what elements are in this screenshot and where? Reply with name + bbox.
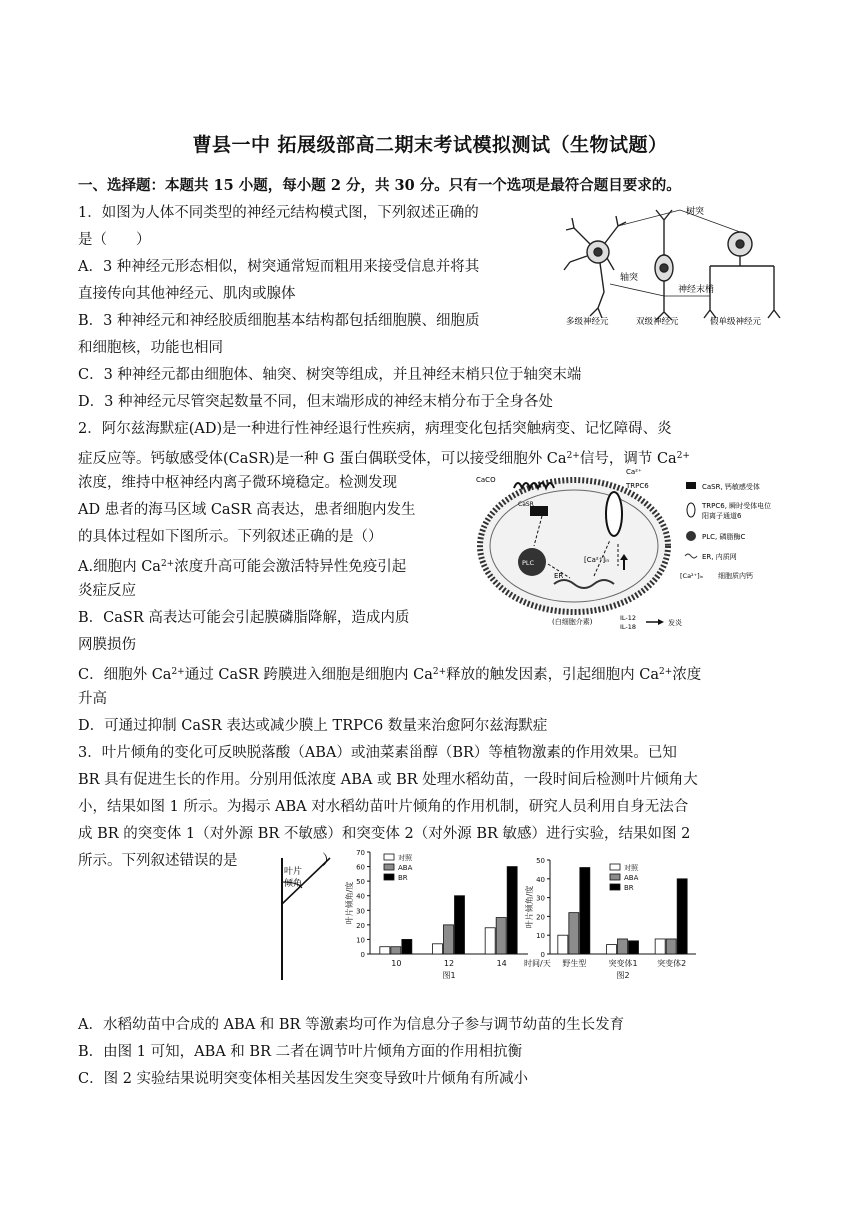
chart1-bar [402,939,412,954]
chart2-xtick-label: 突变体2 [657,959,687,968]
label-bipolar: 双级神经元 [636,317,679,327]
q1-option-a-cont: 直接传向其他神经元、肌肉或腺体 [78,286,296,302]
q1-stem: 1．如图为人体不同类型的神经元结构模式图，下列叙述正确的 [78,205,479,221]
chart2-legend-label: BR [624,884,634,892]
chart1-bar [485,928,495,954]
chart1-bar [455,896,465,954]
chart2-ytick-label: 20 [536,913,545,922]
chart1-ytick-label: 10 [356,936,365,945]
chart1-legend-swatch [384,864,394,870]
q3-stem-2: BR 具有促进生长的作用。分别用低浓度 ABA 或 BR 处理水稻幼苗，一段时间后检测叶片倾角大 [78,772,698,788]
chart1-xlabel: 时间/天 [524,959,551,968]
label-il18: IL-18 [620,623,637,631]
chart2-legend-swatch [610,884,620,890]
chart1-ytick-label: 50 [356,878,365,887]
chart2-ytick-label: 50 [536,857,545,865]
q2-option-b: B．CaSR 高表达可能会引起膜磷脂降解，造成内质 [78,610,410,626]
q3-stem-5: 所示。下列叙述错误的是 [78,853,238,869]
chart2-bar [618,939,628,954]
chart1-ytick-label: 40 [356,892,365,901]
legend-casr: CaSR, 钙敏感受体 [702,483,760,491]
chart1-xtick-label: 12 [443,959,455,968]
hormone-bar-charts [340,844,698,986]
leaf-angle-inset [274,852,340,986]
q2-stem-2: 症反应等。钙敏感受体(CaSR)是一种 G 蛋白偶联受体，可以接受细胞外 $Ca^{2+}$信号，调节 $Ca^{2+}$ [78,451,690,467]
label-ca-top: Ca²⁺ [626,468,642,476]
q1-option-c: C．3 种神经元都由细胞体、轴突、树突等组成，并且神经末梢只位于轴突末端 [78,367,582,383]
legend-ca-symbol: [Ca²⁺]ᵢₙ [680,572,704,580]
label-casr-inner: CaSR [518,501,534,508]
chart1-legend-label: 对照 [398,854,412,862]
chart1-bar [433,944,443,954]
q2-stem-3: 浓度，维持中枢神经内离子微环境稳定。检测发现 [78,475,397,491]
chart1-xtick-label: 10 [391,959,402,968]
legend-trpc6: TRPC6, 瞬时受体电位 [702,502,772,510]
q1-option-a: A．3 种神经元形态相似，树突通常短而粗用来接受信息并将其 [78,259,480,275]
q1-option-b-cont: 和细胞核，功能也相同 [78,340,223,356]
label-ca-in: [Ca²⁺]ᵢₙ [584,556,610,564]
label-axon: 轴突 [620,273,639,283]
chart2-ytick-label: 10 [536,932,545,941]
legend-ca: 细胞质内钙 [718,572,753,580]
q2-option-c: C．细胞外 $Ca^{2+}$通过 CaSR 跨膜进入细胞是细胞内 $Ca^{2+}$释放的触发因素，引起细胞内 $Ca^{2+}$浓度 [78,667,702,683]
label-multipolar: 多级神经元 [566,317,609,327]
chart1-legend-swatch [384,854,394,860]
label-nerve-ending: 神经末梢 [678,285,715,295]
q2-option-b-cont: 网膜损伤 [78,637,136,653]
label-fever: 发炎 [668,619,682,627]
label-dendrite: 树突 [686,207,705,217]
q3-option-a: A．水稻幼苗中合成的 ABA 和 BR 等激素均可作为信息分子参与调节幼苗的生长发育 [78,1017,625,1033]
q2-stem-5: 的具体过程如下图所示。下列叙述正确的是（） [78,529,383,545]
q1-option-d: D．3 种神经元尽管突起数量不同，但末端形成的神经末梢分布于全身各处 [78,394,553,410]
section-heading: 一、选择题：本题共 15 小题，每小题 2 分，共 30 分。只有一个选项是最符合题目要求的。 [78,177,681,194]
chart1-legend-label: ABA [398,864,413,872]
chart1-xtick-label: 14 [496,959,507,968]
q2-option-c-cont: 升高 [78,691,107,707]
chart1-ytick-label: 30 [356,907,365,916]
legend-plc: PLC, 磷脂酶C [702,533,746,541]
chart2-legend-label: 对照 [624,864,638,872]
chart1-legend-label: BR [398,874,408,882]
chart2-ytick-label: 30 [536,894,545,903]
chart2-bar [580,868,590,954]
label-plc: PLC [522,559,535,567]
chart1-ytick-label: 70 [356,849,365,857]
q2-option-d: D．可通过抑制 CaSR 表达或减少膜上 TRPC6 数量来治愈阿尔兹海默症 [78,718,548,734]
chart1-ytick-label: 60 [356,863,365,872]
inset-label-angle: 倾角 [284,879,303,889]
label-il12: IL-12 [620,614,637,622]
chart2-legend-swatch [610,864,620,870]
q3-stem-4: 成 BR 的突变体 1（对外源 BR 不敏感）和突变体 2（对外源 BR 敏感）进行实验，结果如图 2 [78,826,691,842]
cell-pathway-figure [474,466,786,634]
chart2-bar [569,913,579,954]
legend-trpc6-2: 阳离子通道6 [702,512,742,520]
label-trpc6: TRPC6 [626,482,649,490]
chart2-bar [666,939,676,954]
chart1-bar [507,867,517,954]
chart2-ytick-label: 40 [536,875,545,884]
chart2-bar [629,941,639,954]
q1-option-b: B．3 种神经元和神经胶质细胞基本结构都包括细胞膜、细胞质 [78,313,480,329]
q2-stem: 2．阿尔兹海默症(AD)是一种进行性神经退行性疾病，病理变化包括突触病变、记忆障碍、炎 [78,421,672,437]
chart1-bar [380,947,390,954]
q2-option-a: A.细胞内 $Ca^{2+}$浓度升高可能会激活特异性免疫引起 [78,559,407,575]
chart2-bar [607,945,617,954]
chart2-legend-label: ABA [624,874,639,882]
chart1-ylabel: 叶片倾角/度 [345,881,354,925]
chart2-title: 图2 [616,971,630,980]
trpc6-channel [606,492,622,536]
chart2-xtick-label: 突变体1 [608,959,638,968]
chart1-bar [496,918,506,954]
chart2-bar [677,879,687,954]
chart1-ytick-label: 20 [356,921,365,930]
label-pseudounipolar: 假单级神经元 [710,317,762,327]
q1-stem-cont: 是（ ） [78,232,151,248]
chart2-ylabel: 叶片倾角/度 [525,885,534,929]
label-caco: CaCO [476,476,496,484]
q3-stem-5-close: ） [322,853,337,869]
q2-stem-4: AD 患者的海马区域 CaSR 高表达，患者细胞内发生 [78,502,416,518]
q2-option-a-cont: 炎症反应 [78,583,136,599]
q3-option-c: C．图 2 实验结果说明突变体相关基因发生突变导致叶片倾角有所减小 [78,1071,529,1087]
chart1-legend-swatch [384,874,394,880]
label-interleukin: (白细胞介素) [552,618,593,626]
cell-membrane [480,480,668,612]
chart2-legend-swatch [610,874,620,880]
q3-stem: 3．叶片倾角的变化可反映脱落酸（ABA）或油菜素甾醇（BR）等植物激素的作用效果。已知 [78,745,677,761]
chart2-ytick-label: 0 [540,951,545,959]
chart2-xtick-label: 野生型 [562,959,587,968]
inset-label-leaf: 叶片 [284,867,303,877]
legend-er: ER, 内质网 [702,553,737,561]
chart1-bar [391,947,401,954]
neuron-figure [560,200,782,328]
chart2-bar [558,935,568,954]
chart1-bar [444,925,454,954]
q3-stem-3: 小，结果如图 1 所示。为揭示 ABA 对水稻幼苗叶片倾角的作用机制，研究人员利用自身无法合 [78,799,689,815]
chart2-bar [655,939,665,954]
chart1-ytick-label: 0 [360,951,365,959]
q3-option-b: B．由图 1 可知，ABA 和 BR 二者在调节叶片倾角方面的作用相抗衡 [78,1044,523,1060]
chart1-title: 图1 [442,971,456,980]
page-title: 曹县一中 拓展级部高二期末考试模拟测试（生物试题） [192,134,668,156]
label-er: ER [554,572,564,580]
